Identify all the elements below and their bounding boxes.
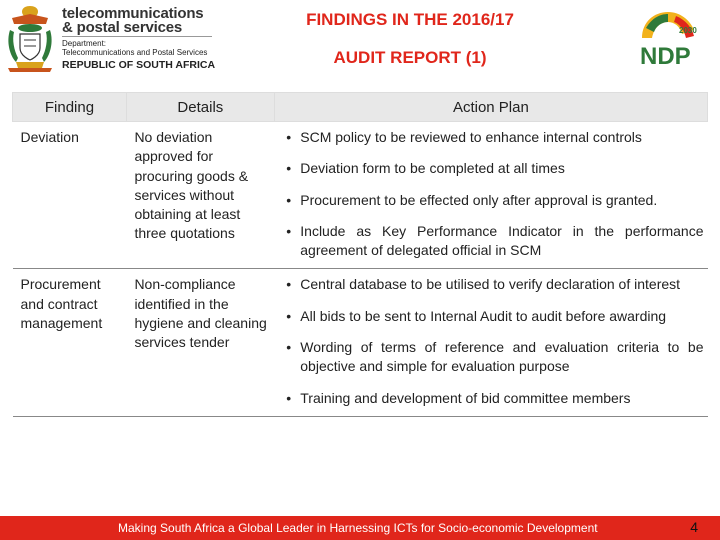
column-header-action-plan: Action Plan [274, 93, 707, 122]
finding-cell: Procurement and contract management [13, 269, 127, 416]
logo-dept-line1: Department: [62, 39, 107, 48]
ndp-2030-logo-icon [636, 8, 698, 70]
department-logo [2, 2, 218, 74]
logo-dept-line2: Telecommunications and Postal Services [62, 48, 208, 57]
column-header-details: Details [126, 93, 274, 122]
page-number: 4 [690, 519, 698, 535]
slide-title-line1: FINDINGS IN THE 2016/17 [306, 10, 514, 29]
coat-of-arms-icon [2, 2, 58, 74]
svg-text:2030: 2030 [679, 26, 697, 35]
action-item: • Wording of terms of reference and evaluation criteria to be objective and simple for evaluation purpose [282, 338, 703, 377]
logo-country: REPUBLIC OF SOUTH AFRICA [62, 59, 216, 71]
action-item: • All bids to be sent to Internal Audit to audit before awarding [282, 307, 703, 326]
action-item: • Procurement to be effected only after approval is granted. [282, 191, 703, 210]
finding-cell: Deviation [13, 122, 127, 269]
table-row [13, 269, 708, 416]
logo-brand-line1: telecommunications [62, 5, 204, 22]
details-cell: No deviation approved for procuring goods & services without obtaining at least three quotations [126, 122, 274, 269]
action-item: • Deviation form to be completed at all times [282, 159, 703, 178]
action-plan-cell [274, 269, 707, 416]
findings-table [12, 92, 708, 417]
table-row [13, 122, 708, 269]
footer-bar [0, 516, 720, 540]
logo-divider [62, 36, 212, 37]
logo-brand-line2: & postal services [62, 19, 182, 36]
table-header-row [13, 93, 708, 122]
details-cell: Non-compliance identified in the hygiene and cleaning services tender [126, 269, 274, 416]
column-header-finding: Finding [13, 93, 127, 122]
action-list [282, 275, 703, 407]
action-plan-cell [274, 122, 707, 269]
action-list [282, 128, 703, 260]
footer-slogan: Making South Africa a Global Leader in Harnessing ICTs for Socio-economic Development [118, 521, 598, 535]
action-item: • SCM policy to be reviewed to enhance internal controls [282, 128, 703, 147]
slide-title-line2: AUDIT REPORT (1) [333, 48, 487, 67]
action-item: • Training and development of bid committee members [282, 389, 703, 408]
action-item: • Include as Key Performance Indicator in the performance agreement of delegated official in SCM [282, 222, 703, 261]
action-item: • Central database to be utilised to verify declaration of interest [282, 275, 703, 294]
svg-text:NDP: NDP [640, 43, 691, 70]
